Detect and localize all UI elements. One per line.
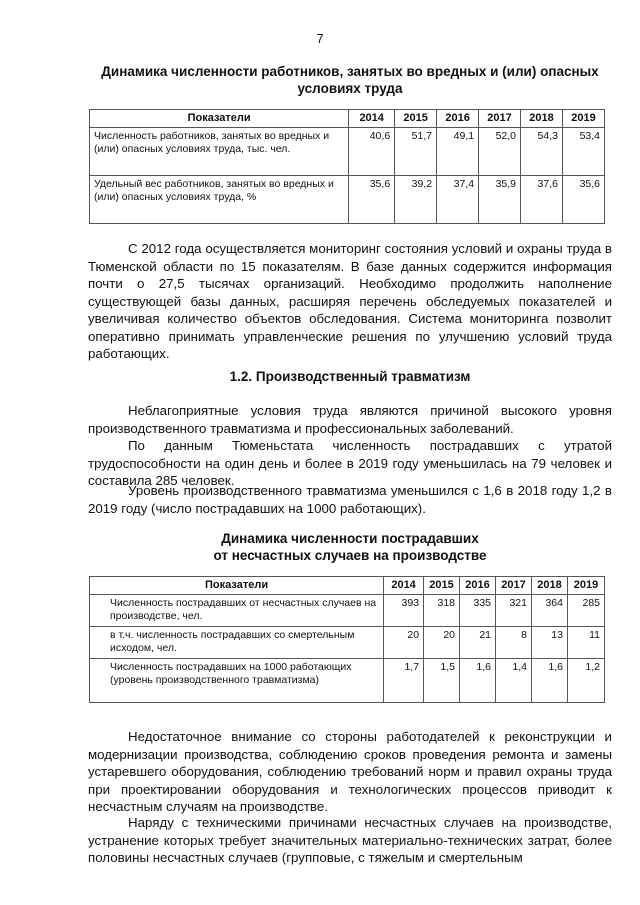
table-working-conditions bbox=[89, 109, 605, 224]
table1-header-cell: 2015 bbox=[395, 110, 437, 128]
table-cell: 11 bbox=[567, 627, 604, 659]
row-label: Численность пострадавших от несчастных случаев на производстве, чел. bbox=[90, 595, 384, 627]
paragraph-conditions: Неблагоприятные условия труда являются причиной высокого уровня производственного травматизма и профессиональных заболеваний. bbox=[88, 403, 612, 436]
table-row bbox=[90, 627, 605, 659]
table2-header-cell: 2016 bbox=[460, 577, 496, 595]
table-cell: 52,0 bbox=[479, 128, 521, 176]
table-cell: 21 bbox=[460, 627, 496, 659]
table1-header-cell: 2019 bbox=[562, 110, 604, 128]
table-cell: 37,6 bbox=[521, 176, 563, 224]
table-cell: 8 bbox=[496, 627, 532, 659]
table-cell: 40,6 bbox=[349, 128, 395, 176]
table-cell: 335 bbox=[460, 595, 496, 627]
table-cell: 35,6 bbox=[562, 176, 604, 224]
table2-header-cell: 2019 bbox=[567, 577, 604, 595]
table1-title-line2: условиях труда bbox=[297, 81, 403, 96]
table-cell: 13 bbox=[532, 627, 568, 659]
table1-header-cell: 2018 bbox=[521, 110, 563, 128]
table-cell: 364 bbox=[532, 595, 568, 627]
table-row bbox=[90, 176, 605, 224]
table-cell: 20 bbox=[424, 627, 460, 659]
paragraph-injury-level: Уровень производственного травматизма уменьшился с 1,6 в 2018 году 1,2 в 2019 году (число пострадавших на 1000 работающих). bbox=[88, 483, 612, 516]
section-heading: 1.2. Производственный травматизм bbox=[229, 369, 471, 384]
table-cell: 1,6 bbox=[532, 659, 568, 703]
table2-title-line2: от несчастных случаев на производстве bbox=[213, 548, 487, 563]
table1-title-line1: Динамика численности работников, занятых во вредных и (или) опасных bbox=[101, 64, 599, 79]
row-label: Удельный вес работников, занятых во вредных и (или) опасных условиях труда, % bbox=[90, 176, 349, 224]
table2-header-cell: Показатели bbox=[90, 577, 384, 595]
table2-header-cell: 2017 bbox=[496, 577, 532, 595]
row-label: Численность пострадавших на 1000 работающих (уровень производственного травматизма) bbox=[90, 659, 384, 703]
table2-header-cell: 2015 bbox=[424, 577, 460, 595]
table1-title bbox=[80, 63, 620, 97]
table-cell: 1,4 bbox=[496, 659, 532, 703]
table-cell: 1,2 bbox=[567, 659, 604, 703]
row-label: в т.ч. численность пострадавших со смертельным исходом, чел. bbox=[90, 627, 384, 659]
table1-header-cell: 2016 bbox=[437, 110, 479, 128]
table-row bbox=[90, 595, 605, 627]
table2-header-cell: 2018 bbox=[532, 577, 568, 595]
table2-title-line1: Динамика численности пострадавших bbox=[221, 531, 479, 546]
table-cell: 39,2 bbox=[395, 176, 437, 224]
table-cell: 37,4 bbox=[437, 176, 479, 224]
table-row bbox=[90, 659, 605, 703]
table-cell: 51,7 bbox=[395, 128, 437, 176]
table-cell: 53,4 bbox=[562, 128, 604, 176]
table-cell: 1,5 bbox=[424, 659, 460, 703]
table-cell: 20 bbox=[384, 627, 424, 659]
table-cell: 54,3 bbox=[521, 128, 563, 176]
table-cell: 49,1 bbox=[437, 128, 479, 176]
table-cell: 285 bbox=[567, 595, 604, 627]
table-accident-victims bbox=[89, 576, 605, 703]
paragraph-statistics: По данным Тюменьстата численность пострадавших с утратой трудоспособности на один день и более в 2019 году уменьшилась на 79 человек и составила 285 человек. bbox=[88, 438, 612, 488]
table2-title bbox=[90, 530, 610, 564]
table-cell: 1,6 bbox=[460, 659, 496, 703]
table-cell: 318 bbox=[424, 595, 460, 627]
table-cell: 35,9 bbox=[479, 176, 521, 224]
table-cell: 35,6 bbox=[349, 176, 395, 224]
table2-header-row bbox=[90, 577, 605, 595]
table-cell: 393 bbox=[384, 595, 424, 627]
table1-header-cell: Показатели bbox=[90, 110, 349, 128]
row-label: Численность работников, занятых во вредных и (или) опасных условиях труда, тыс. чел. bbox=[90, 128, 349, 176]
paragraph-monitoring: С 2012 года осуществляется мониторинг состояния условий и охраны труда в Тюменской области по 15 показателям. В базе данных содержится информация почти о 27,5 тысячах организаций. Необходимо продолжить наполнение существующей базы данных, расширяя перечень обследуемых показателей и увеличивая количество объектов обследования. Система мониторинга позволит оперативно принимать управленческие решения по улучшению условий труда работающих. bbox=[88, 241, 612, 361]
table1-header-cell: 2017 bbox=[479, 110, 521, 128]
table1-header-row bbox=[90, 110, 605, 128]
paragraph-employer-attention: Недостаточное внимание со стороны работодателей к реконструкции и модернизации производства, соблюдению сроков проведения ремонта и замены устаревшего оборудования, соблюдению требований норм и правил охраны труда при проектировании оборудования и технологических процессов приводит к несчастным случаям на производстве. bbox=[88, 729, 612, 814]
page-number: 7 bbox=[316, 31, 324, 46]
table-cell: 321 bbox=[496, 595, 532, 627]
paragraph-technical-causes: Наряду с техническими причинами несчастных случаев на производстве, устранение которых требует значительных материально-технических затрат, более половины несчастных случаев (групповые, с тяжелым и смертельным bbox=[88, 815, 612, 865]
table1-header-cell: 2014 bbox=[349, 110, 395, 128]
table-cell: 1,7 bbox=[384, 659, 424, 703]
table2-header-cell: 2014 bbox=[384, 577, 424, 595]
table-row bbox=[90, 128, 605, 176]
